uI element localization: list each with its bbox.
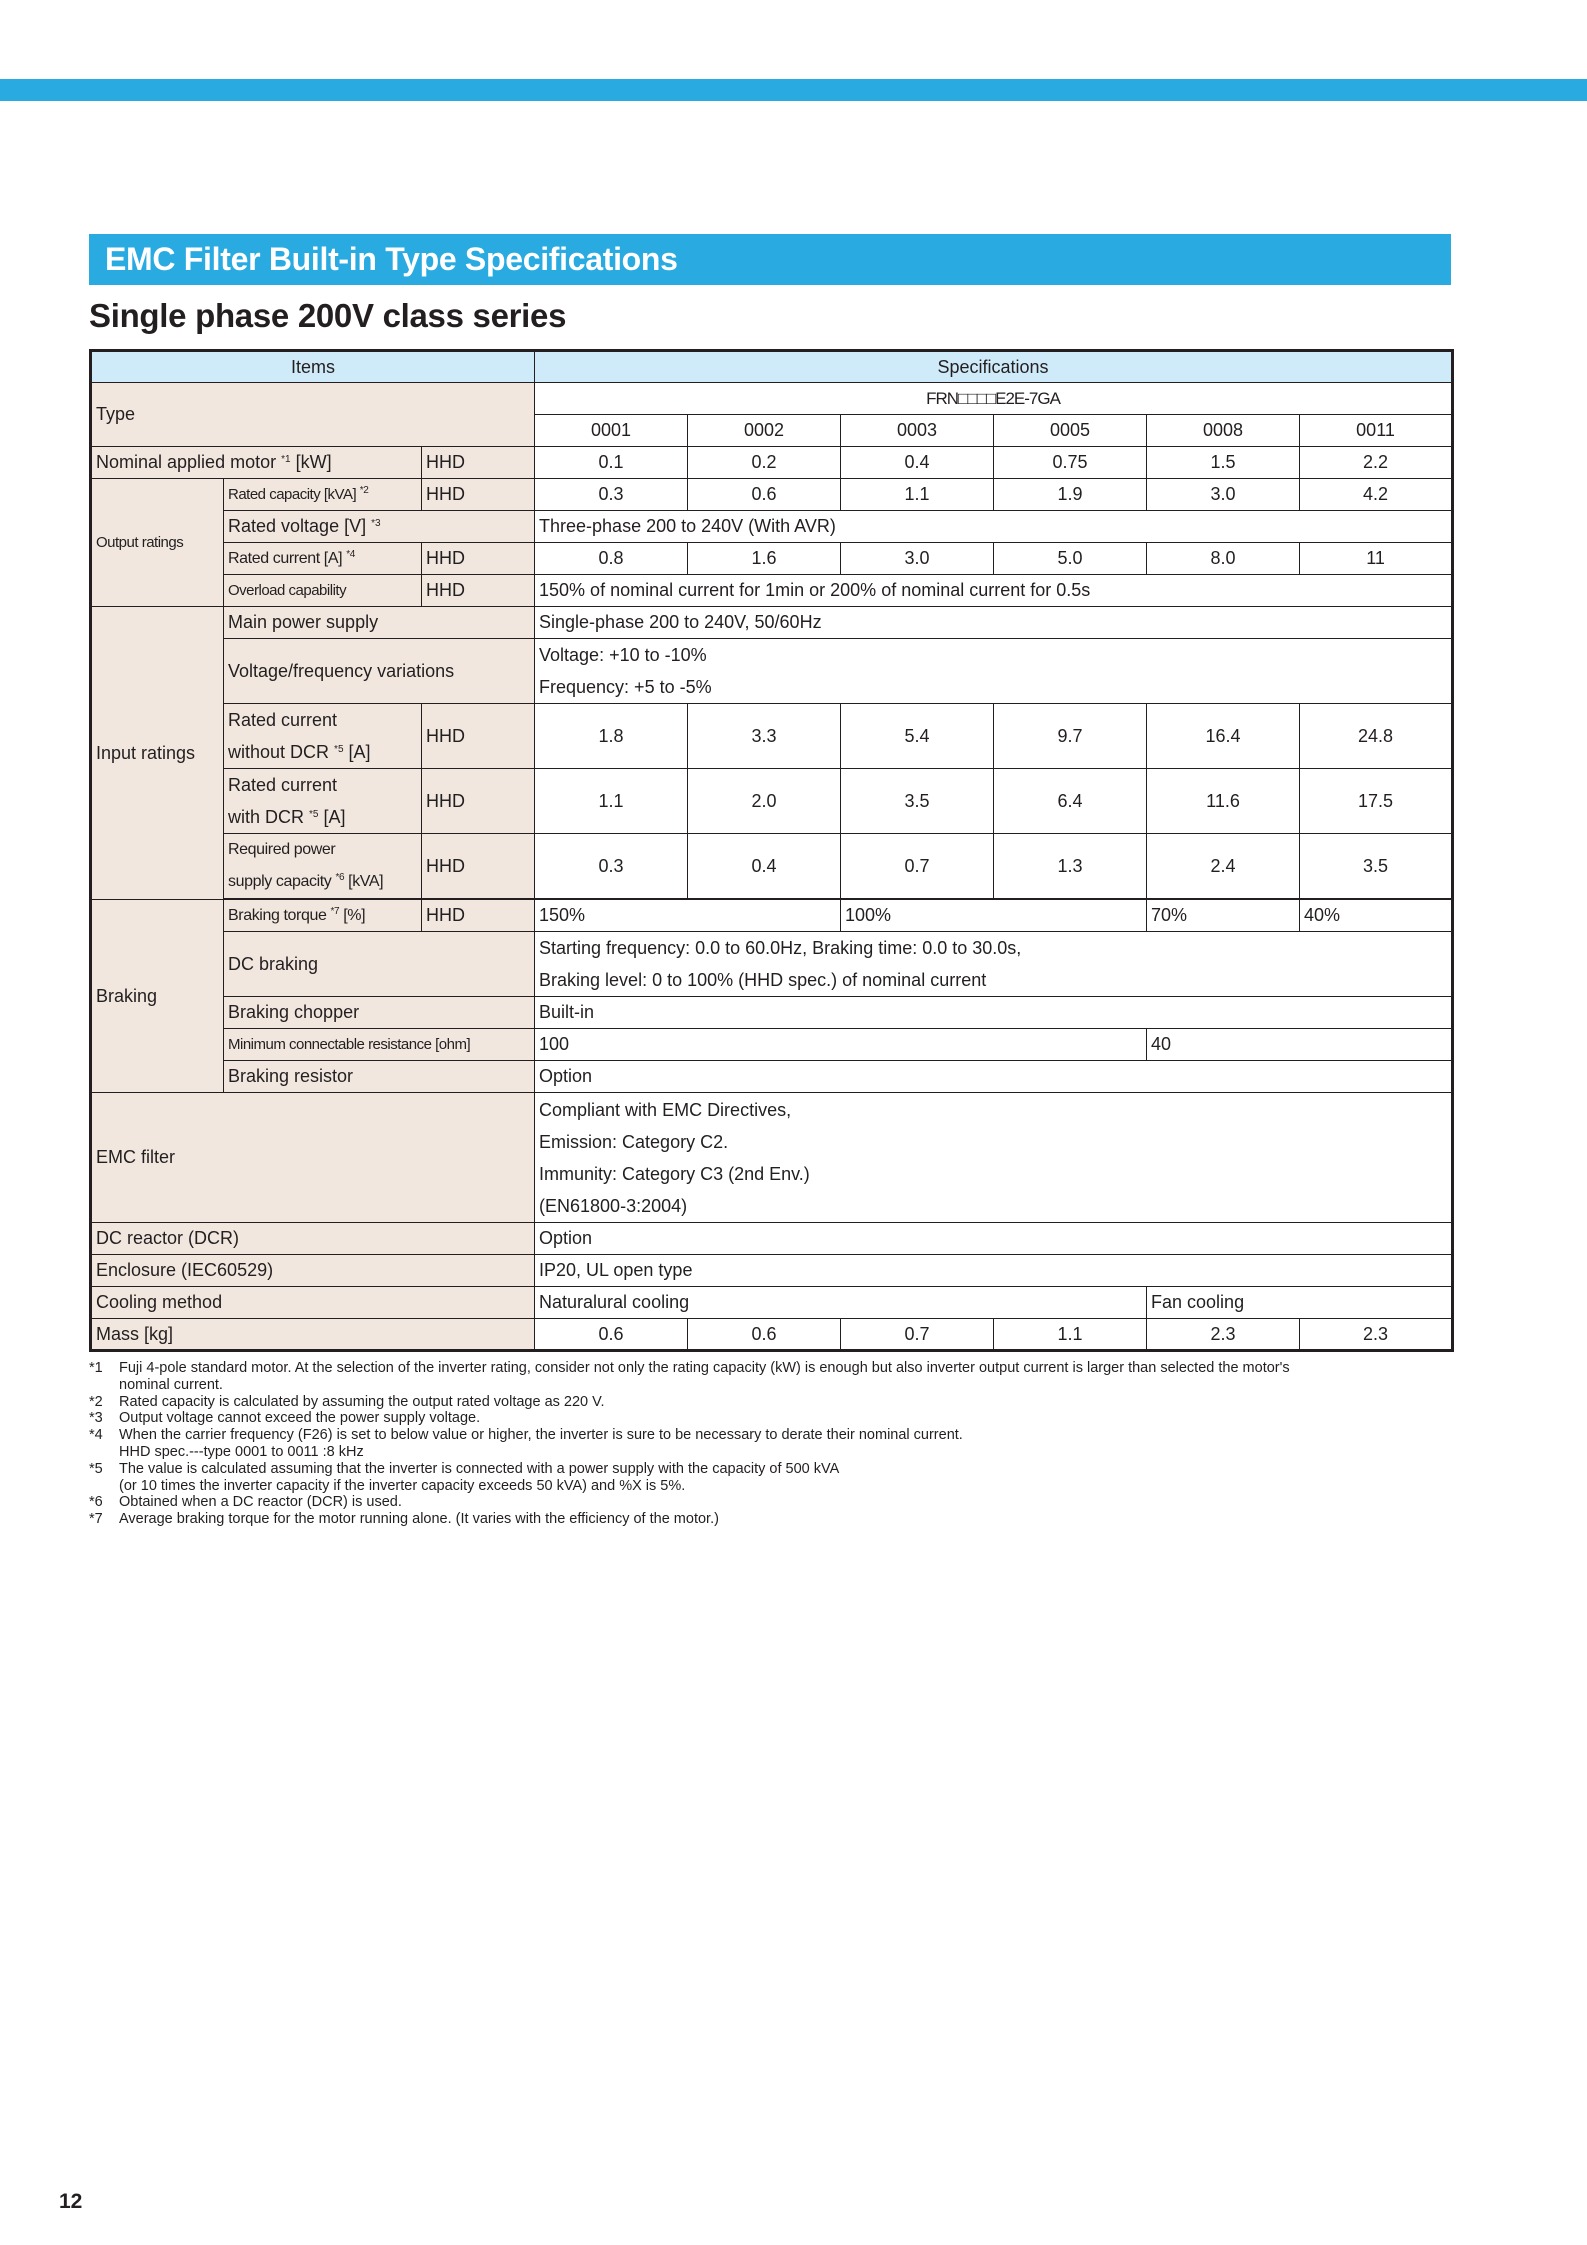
footnotes [89, 1360, 1451, 1528]
braking-chopper-label: Braking chopper [224, 997, 535, 1029]
model-0011: 0011 [1300, 415, 1453, 447]
braking-torque-row [91, 900, 1453, 932]
mass-row [91, 1319, 1453, 1351]
model-0008: 0008 [1147, 415, 1300, 447]
series-title: Single phase 200V class series [89, 297, 567, 334]
table-cell: 0.2 [688, 447, 841, 479]
table-cell: 3.5 [1300, 834, 1453, 899]
braking-resistor-row [91, 1061, 1453, 1093]
hhd-label: HHD [422, 543, 535, 575]
main-power-value: Single-phase 200 to 240V, 50/60Hz [535, 607, 1453, 639]
table-cell: 11.6 [1147, 769, 1300, 834]
main-power-label: Main power supply [224, 607, 535, 639]
hhd-label: HHD [422, 575, 535, 607]
hhd-label: HHD [422, 447, 535, 479]
table-cell: 0.6 [688, 1319, 841, 1351]
cooling-row [91, 1287, 1453, 1319]
braking-torque-70: 70% [1147, 900, 1300, 932]
dc-braking-value: Starting frequency: 0.0 to 60.0Hz, Braking time: 0.0 to 30.0s, Braking level: 0 to 100% (HHD spec.) of nominal current [535, 932, 1453, 997]
braking-resistor-label: Braking resistor [224, 1061, 535, 1093]
current-no-dcr-row [91, 704, 1453, 769]
braking-group: Braking [91, 900, 224, 1093]
table-cell: 1.1 [994, 1319, 1147, 1351]
braking-resistor-value: Option [535, 1061, 1453, 1093]
table-cell: 0.6 [688, 479, 841, 511]
dcr-value: Option [535, 1223, 1453, 1255]
table-cell: 8.0 [1147, 543, 1300, 575]
table-cell: 1.1 [841, 479, 994, 511]
required-power-label: Required power supply capacity $^{*6}$ [kVA] [224, 834, 422, 899]
table-cell: 0.4 [688, 834, 841, 899]
enclosure-value: IP20, UL open type [535, 1255, 1453, 1287]
spec-table [89, 349, 1454, 1352]
braking-torque-40: 40% [1300, 900, 1453, 932]
braking-torque-150: 150% [535, 900, 841, 932]
table-cell: 2.0 [688, 769, 841, 834]
min-resistance-label: Minimum connectable resistance [ohm] [224, 1029, 535, 1061]
enclosure-label: Enclosure (IEC60529) [91, 1255, 535, 1287]
footnote-5: *5 The value is calculated assuming that the inverter is connected with a power supply with the capacity of 500 kVA (or 10 times the inverter capacity if the inverter capacity exceeds 50 kVA) and %X is 5%. [89, 1460, 840, 1494]
output-ratings-group: Output ratings [91, 479, 224, 607]
current-no-dcr-label: Rated current without DCR $^{*5}$ [A] [224, 704, 422, 769]
emc-filter-value: Compliant with EMC Directives, Emission: Category C2. Immunity: Category C3 (2nd Env.) (EN61800-3:2004) [535, 1093, 1453, 1223]
table-cell: 5.4 [841, 704, 994, 769]
table-cell: 2.3 [1147, 1319, 1300, 1351]
footnote-6: *6 Obtained when a DC reactor (DCR) is used. [89, 1494, 402, 1511]
table-cell: 3.0 [1147, 479, 1300, 511]
model-0002: 0002 [688, 415, 841, 447]
min-resistance-100: 100 [535, 1029, 1147, 1061]
variations-row [91, 639, 1453, 704]
variations-label: Voltage/frequency variations [224, 639, 535, 704]
mass-label: Mass [kg] [91, 1319, 535, 1351]
table-cell: 0.3 [535, 834, 688, 899]
page-number: 12 [59, 2190, 83, 2213]
table-cell: 3.3 [688, 704, 841, 769]
dc-braking-label: DC braking [224, 932, 535, 997]
min-resistance-40: 40 [1147, 1029, 1453, 1061]
type-row [91, 383, 1453, 415]
required-power-row [91, 834, 1453, 899]
table-cell: 2.2 [1300, 447, 1453, 479]
current-dcr-row [91, 769, 1453, 834]
table-cell: 17.5 [1300, 769, 1453, 834]
model-0001: 0001 [535, 415, 688, 447]
table-cell: 1.5 [1147, 447, 1300, 479]
dcr-label: DC reactor (DCR) [91, 1223, 535, 1255]
section-title: EMC Filter Built-in Type Specifications [89, 234, 1451, 285]
emc-filter-label: EMC filter [91, 1093, 535, 1223]
rated-voltage-value: Three-phase 200 to 240V (With AVR) [535, 511, 1453, 543]
type-label: Type [91, 383, 535, 447]
rated-voltage-row [91, 511, 1453, 543]
braking-torque-100: 100% [841, 900, 1147, 932]
rated-voltage-label: Rated voltage [V] $^{*3}$ [224, 511, 535, 543]
overload-row [91, 575, 1453, 607]
table-cell: 11 [1300, 543, 1453, 575]
variations-value [535, 639, 1453, 704]
dc-braking-row [91, 932, 1453, 997]
table-cell: 1.9 [994, 479, 1147, 511]
cooling-label: Cooling method [91, 1287, 535, 1319]
spec-header: Specifications [535, 351, 1453, 383]
enclosure-row [91, 1255, 1453, 1287]
cooling-natural: Naturalural cooling [535, 1287, 1147, 1319]
overload-label: Overload capability [224, 575, 422, 607]
main-power-row [91, 607, 1453, 639]
table-cell: 2.3 [1300, 1319, 1453, 1351]
table-cell: 0.6 [535, 1319, 688, 1351]
hhd-label: HHD [422, 479, 535, 511]
overload-value: 150% of nominal current for 1min or 200% of nominal current for 0.5s [535, 575, 1453, 607]
table-cell: 1.3 [994, 834, 1147, 899]
table-cell: 24.8 [1300, 704, 1453, 769]
voltage-variation: Voltage: +10 to -10% [539, 645, 707, 665]
hhd-label: HHD [422, 834, 535, 899]
nominal-motor-label: Nominal applied motor $^{*1}$ [kW] [91, 447, 422, 479]
type-code: FRN□□□□E2E-7GA [535, 383, 1453, 415]
footnote-3: *3 Output voltage cannot exceed the power supply voltage. [89, 1410, 481, 1427]
table-cell: 9.7 [994, 704, 1147, 769]
rated-current-row [91, 543, 1453, 575]
table-cell: 4.2 [1300, 479, 1453, 511]
table-cell: 2.4 [1147, 834, 1300, 899]
hhd-label: HHD [422, 704, 535, 769]
model-0005: 0005 [994, 415, 1147, 447]
dcr-row [91, 1223, 1453, 1255]
footnote-2: *2 Rated capacity is calculated by assuming the output rated voltage as 220 V. [89, 1393, 605, 1410]
model-0003: 0003 [841, 415, 994, 447]
items-header: Items [91, 351, 535, 383]
footnote-4: *4 When the carrier frequency (F26) is set to below value or higher, the inverter is sure to be necessary to derate their nominal current. HHD spec.---type 0001 to 0011 :8 kHz [89, 1427, 963, 1460]
frequency-variation: Frequency: +5 to -5% [539, 677, 712, 697]
header-row [91, 351, 1453, 383]
table-cell: 1.8 [535, 704, 688, 769]
emc-filter-row [91, 1093, 1453, 1223]
nominal-motor-row [91, 447, 1453, 479]
braking-torque-label: Braking torque $^{*7}$ [%] [224, 900, 422, 932]
input-ratings-group: Input ratings [91, 607, 224, 900]
hhd-label: HHD [422, 769, 535, 834]
braking-chopper-row [91, 997, 1453, 1029]
cooling-fan: Fan cooling [1147, 1287, 1453, 1319]
table-cell: 1.6 [688, 543, 841, 575]
table-cell: 3.0 [841, 543, 994, 575]
table-cell: 0.8 [535, 543, 688, 575]
top-accent-bar [0, 79, 1587, 101]
table-cell: 5.0 [994, 543, 1147, 575]
footnote-1: *1 Fuji 4-pole standard motor. At the selection of the inverter rating, consider not only the rating capacity (kW) is enough but also inverter output current is larger than selected the motor's nominal current. [89, 1360, 1290, 1393]
table-cell: 16.4 [1147, 704, 1300, 769]
table-cell: 0.4 [841, 447, 994, 479]
table-cell: 1.1 [535, 769, 688, 834]
current-dcr-label: Rated current with DCR $^{*5}$ [A] [224, 769, 422, 834]
table-cell: 0.3 [535, 479, 688, 511]
table-cell: 0.7 [841, 1319, 994, 1351]
table-cell: 3.5 [841, 769, 994, 834]
table-cell: 0.7 [841, 834, 994, 899]
table-cell: 0.75 [994, 447, 1147, 479]
rated-current-label: Rated current [A] $^{*4}$ [224, 543, 422, 575]
rated-capacity-row [91, 479, 1453, 511]
footnote-7: *7 Average braking torque for the motor running alone. (It varies with the efficiency of the motor.) [89, 1511, 719, 1528]
rated-capacity-label: Rated capacity [kVA] $^{*2}$ [224, 479, 422, 511]
table-cell: 6.4 [994, 769, 1147, 834]
hhd-label: HHD [422, 900, 535, 932]
min-resistance-row [91, 1029, 1453, 1061]
braking-chopper-value: Built-in [535, 997, 1453, 1029]
table-cell: 0.1 [535, 447, 688, 479]
